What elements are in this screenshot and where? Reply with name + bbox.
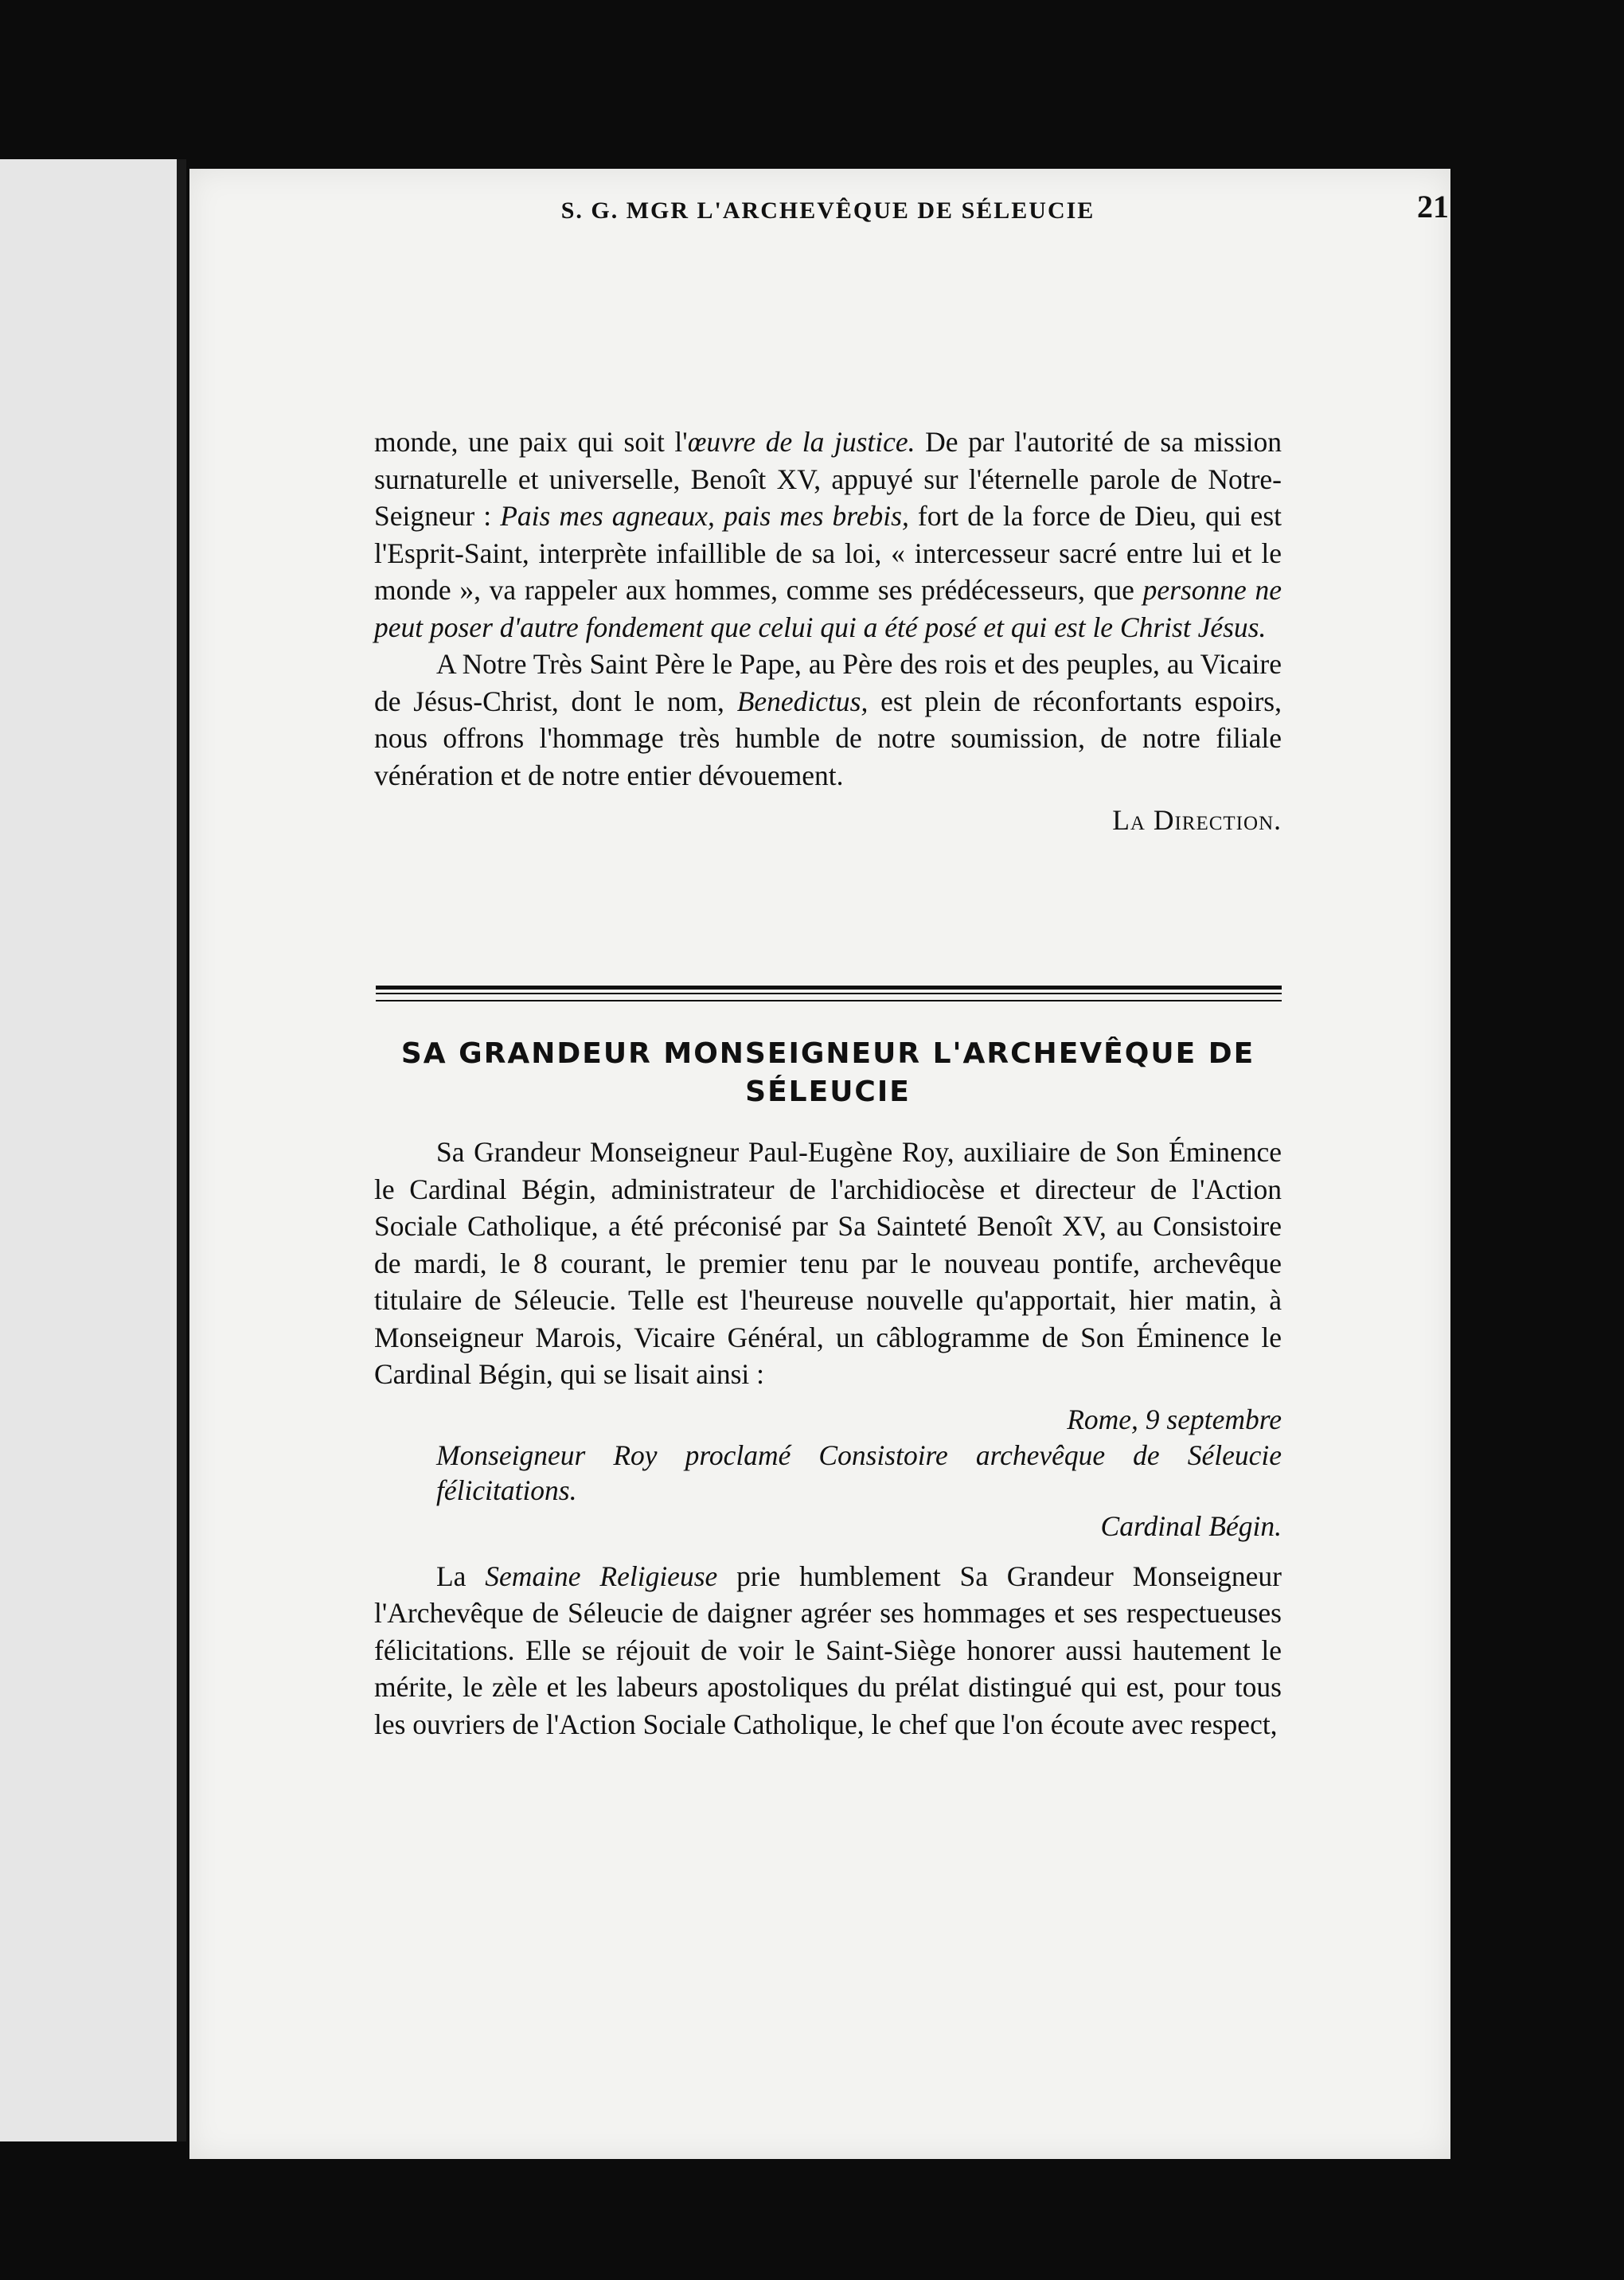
telegram-body: Monseigneur Roy proclamé Consistoire archevêque de Séleucie félicitations. [436,1439,1282,1506]
article-continuation [374,424,1282,839]
section-divider-thin [376,1000,1282,1001]
section-divider [376,986,1282,994]
article-title [374,1035,1282,1111]
paragraph-3: Sa Grandeur Monseigneur Paul-Eugène Roy, auxiliaire de Son Éminence le Cardinal Bégin, administrateur de l'archidiocèse et directeur de l'Action Sociale Catholique, a été préconisé par Sa Sainteté Benoît XV, au Consistoire de mardi, le 8 courant, le premier tenu par le nouveau pontife, archevêque titulaire de Séleucie. Telle est l'heureuse nouvelle qu'apportait, hier matin, à Monseigneur Marois, Vicaire Général, un câblogramme de Son Éminence le Cardinal Bégin, qui se lisait ainsi : [374,1136,1282,1390]
article-body [374,1134,1282,1743]
signature: La Direction. [1112,804,1282,836]
paragraph-1 [374,424,1282,646]
adjacent-page [0,159,177,2141]
title-line: SÉLEUCIE [745,1076,911,1108]
telegram-place: Rome, 9 septembre [1067,1403,1282,1435]
text-run: prie humblement Sa Grandeur Monseigneur l'Archevêque de Séleucie de daigner agréer ses hommages et ses respectueuses félicitations. Elle se réjouit de voir le Saint-Siège honorer aussi hautement le mérite, le zèle et les labeurs apostoliques du prélat distingué qui est, pour tous les ouvriers de l'Action Sociale Catholique, le chef que l'on écoute avec respect, [374,1560,1282,1740]
telegram-signature: Cardinal Bégin. [1100,1510,1282,1542]
title-line: SA GRANDEUR MONSEIGNEUR L'ARCHEVÊQUE DE [400,1037,1255,1070]
paragraph-2 [374,646,1282,794]
page-edge-shadow [177,159,186,2141]
text-run: A Notre Très Saint Père le Pape, au Père des rois et des peuples, au Vicaire de Jésus-Christ, dont le nom, [374,648,1282,717]
running-title: S. G. MGR L'ARCHEVÊQUE DE SÉLEUCIE [560,197,1095,224]
text-run: monde, une paix qui soit l' [374,426,688,458]
text-run: fort de la force de Dieu, qui est l'Esprit-Saint, interprète infaillible de sa loi, « intercesseur sacré entre lui et le monde », va rappeler aux hommes, comme ses prédécesseurs, que [374,500,1282,606]
paragraph-4 [374,1558,1282,1743]
italic-run: personne ne peut poser d'autre fondement que celui qui a été posé et qui est le Christ Jésus. [374,574,1282,643]
text-run: La [436,1560,486,1592]
italic-run: œuvre de la justice. [687,426,915,458]
text-run: De par l'autorité de sa mission surnaturelle et universelle, Benoît XV, appuyé sur l'éternelle parole de Notre-Seigneur : [374,426,1282,532]
italic-run: Benedictus, [736,685,869,717]
italic-run: Semaine Religieuse [485,1560,718,1592]
page-number: 21 [1417,189,1449,224]
text-run: est plein de réconfortants espoirs, nous offrons l'hommage très humble de notre soumission, de notre filiale vénération et de notre entier dévouement. [374,685,1282,791]
italic-run: Pais mes agneaux, pais mes brebis, [500,500,909,532]
